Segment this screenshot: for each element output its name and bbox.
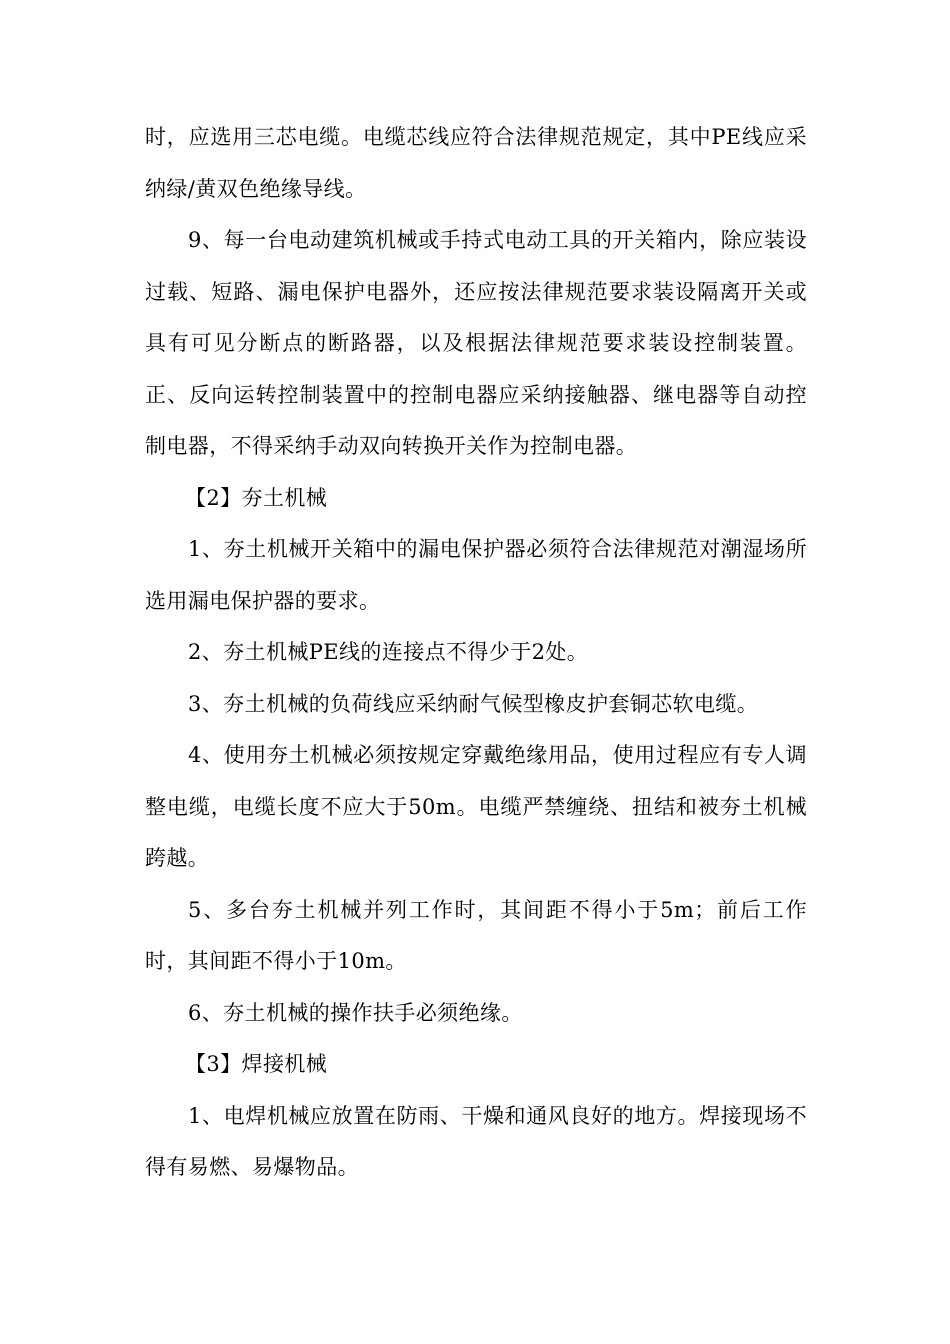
section-heading-3: 【3】焊接机械 — [185, 1052, 328, 1076]
paragraph-item-2: 2、夯土机械PE线的连接点不得少于2处。 — [188, 640, 589, 664]
paragraph-item-1: 1、夯土机械开关箱中的漏电保护器必须符合法律规范对潮湿场所选用漏电保护器的要求。 — [145, 537, 807, 613]
paragraph-continuation: 时，应选用三芯电缆。电缆芯线应符合法律规范规定，其中PE线应采纳绿/黄双色绝缘导线。 — [145, 125, 807, 201]
paragraph-item-6: 6、夯土机械的操作扶手必须绝缘。 — [188, 1000, 523, 1025]
paragraph-item-1-welding: 1、电焊机械应放置在防雨、干燥和通风良好的地方。焊接现场不得有易燃、易爆物品。 — [145, 1103, 807, 1179]
section-heading-2: 【2】夯土机械 — [185, 485, 328, 510]
paragraph-item-5: 5、多台夯土机械并列工作时，其间距不得小于5m；前后工作时，其间距不得小于10m。 — [145, 897, 807, 973]
paragraph-item-4: 4、使用夯土机械必须按规定穿戴绝缘用品，使用过程应有专人调整电缆，电缆长度不应大于50m。电缆严禁缠绕、扭结和被夯土机械跨越。 — [145, 743, 807, 870]
document-page — [145, 112, 807, 1194]
paragraph-item-9: 9、每一台电动建筑机械或手持式电动工具的开关箱内，除应装设过载、短路、漏电保护电器外，还应按法律规范要求装设隔离开关或具有可见分断点的断路器，以及根据法律规范要求装设控制装置。正、反向运转控制装置中的控制电器应采纳接触器、继电器等自动控制电器，不得采纳手动双向转换开关作为控制电器。 — [145, 228, 807, 458]
paragraph-item-3: 3、夯土机械的负荷线应采纳耐气候型橡皮护套铜芯软电缆。 — [188, 691, 759, 716]
